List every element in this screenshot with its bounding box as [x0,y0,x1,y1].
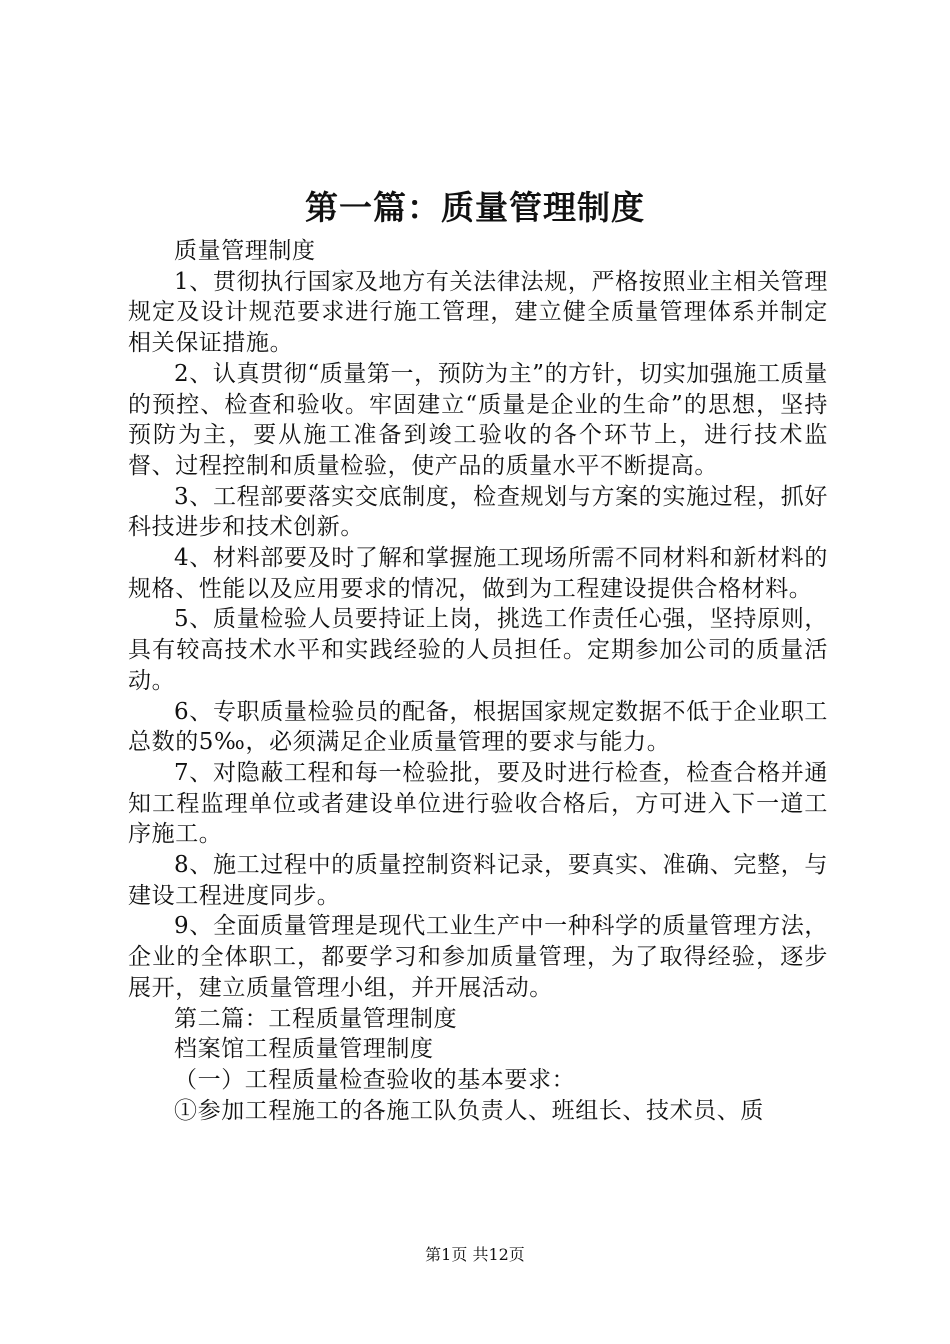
subsection-item-heading: （一）工程质量检查验收的基本要求： [174,1066,576,1093]
paragraph-item-9: 9、全面质量管理是现代工业生产中一种科学的质量管理方法，企业的全体职工，都要学习和参加质量管理，为了取得经验，逐步展开，建立质量管理小组，并开展活动。 [128,913,828,1001]
paragraph-item-8: 8、施工过程中的质量控制资料记录，要真实、准确、完整，与建设工程进度同步。 [128,852,828,909]
paragraph-heading: 质量管理制度 [174,238,316,264]
paragraph-item-4: 4、材料部要及时了解和掌握施工现场所需不同材料和新材料的规格、性能以及应用要求的情况，做到为工程建设提供合格材料。 [128,545,828,602]
paragraph-item-1: 1、贯彻执行国家及地方有关法律法规，严格按照业主相关管理规定及设计规范要求进行施工管理，建立健全质量管理体系并制定相关保证措施。 [128,268,828,357]
subsection-item-1: ①参加工程施工的各施工队负责人、班组长、技术员、质 [174,1097,764,1124]
section-heading-second: 第二篇：工程质量管理制度 [174,1005,458,1032]
paragraph-item-5: 5、质量检验人员要持证上岗，挑选工作责任心强，坚持原则，具有较高技术水平和实践经验的人员担任。定期参加公司的质量活动。 [128,606,828,694]
paragraph-item-7: 7、对隐蔽工程和每一检验批，要及时进行检查，检查合格并通知工程监理单位或者建设单位进行验收合格后，方可进入下一道工序施工。 [128,759,828,848]
paragraph-item-6: 6、专职质量检验员的配备，根据国家规定数据不低于企业职工总数的5‰，必须满足企业质量管理的要求与能力。 [128,698,828,756]
paragraph-item-2: 2、认真贯彻“质量第一，预防为主”的方针，切实加强施工质量的预控、检查和验收。牢固建立“质量是企业的生命”的思想，坚持预防为主，要从施工准备到竣工验收的各个环节上，进行技术监督、过程控制和质量检验，使产品的质量水平不断提高。 [128,360,828,479]
subsection-heading: 档案馆工程质量管理制度 [174,1036,434,1063]
paragraph-item-3: 3、工程部要落实交底制度，检查规划与方案的实施过程，抓好科技进步和技术创新。 [128,483,828,541]
document-title: 第一篇：质量管理制度 [305,188,645,227]
document-body [128,236,828,1126]
page-number-footer: 第1页 共12页 [425,1245,525,1264]
